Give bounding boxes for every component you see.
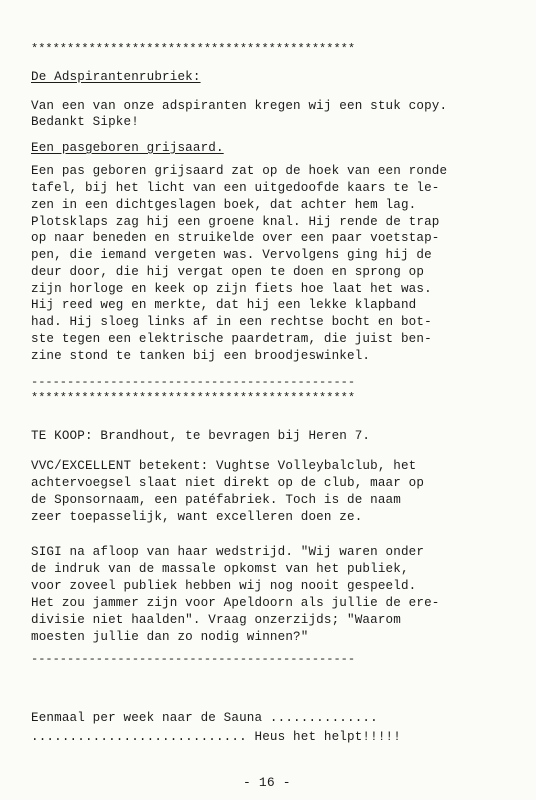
- story-title: Een pasgeboren grijsaard.: [31, 141, 224, 155]
- vvc-line-1: VVC/EXCELLENT betekent: Vughtse Volleybalclub, het: [31, 459, 417, 473]
- page-number: - 16 -: [243, 775, 291, 790]
- sigi-line-6: moesten jullie dan zo nodig winnen?": [31, 630, 309, 644]
- sauna-line-2: ............................ Heus het helpt!!!!!: [31, 730, 401, 744]
- story-line-2: tafel, bij het licht van een uitgedoofde kaars te le-: [31, 181, 440, 195]
- story-line-3: zen in een dichtgeslagen boek, dat achter hem lag.: [31, 198, 417, 212]
- story-line-5: op naar beneden en struikelde over een paar voetstap-: [31, 231, 440, 245]
- dash-rule-1: ---------------------------------------------: [31, 375, 356, 389]
- aspiranten-heading: De Adspirantenrubriek:: [31, 70, 201, 84]
- aspiranten-intro-line-1: Van een van onze adspiranten kregen wij een stuk copy.: [31, 99, 448, 113]
- sigi-line-2: de indruk van de massale opkomst van het publiek,: [31, 562, 409, 576]
- story-line-12: zine stond te tanken bij een broodjeswinkel.: [31, 349, 371, 363]
- story-line-4: Plotsklaps zag hij een groene knal. Hij rende de trap: [31, 215, 440, 229]
- te-koop-ad: TE KOOP: Brandhout, te bevragen bij Heren 7.: [31, 429, 371, 443]
- story-line-1: Een pas geboren grijsaard zat op de hoek van een ronde: [31, 164, 448, 178]
- vvc-line-2: achtervoegsel slaat niet direkt op de club, maar op: [31, 476, 425, 490]
- story-line-6: pen, die iemand vergeten was. Vervolgens ging hij de: [31, 248, 432, 262]
- story-line-7: deur door, die hij vergat open te doen en sprong op: [31, 265, 425, 279]
- story-line-11: ste tegen een elektrische paardetram, die juist ben-: [31, 332, 432, 346]
- star-rule-2: *********************************************: [31, 391, 356, 405]
- vvc-line-4: zeer toepasselijk, want excelleren doen ze.: [31, 510, 363, 524]
- sigi-line-3: voor zoveel publiek hebben wij nog nooit gespeeld.: [31, 579, 417, 593]
- sigi-line-1: SIGI na afloop van haar wedstrijd. "Wij waren onder: [31, 545, 425, 559]
- dash-rule-2: ---------------------------------------------: [31, 652, 356, 666]
- sauna-line-1: Eenmaal per week naar de Sauna ..............: [31, 711, 378, 725]
- story-line-10: had. Hij sloeg links af in een rechtse bocht en bot-: [31, 315, 432, 329]
- story-line-8: zijn horloge en keek op zijn fiets hoe laat het was.: [31, 282, 432, 296]
- vvc-line-3: de Sponsornaam, een patéfabriek. Toch is de naam: [31, 493, 401, 507]
- sigi-line-5: divisie niet haalden". Vraag onzerzijds; "Waarom: [31, 613, 401, 627]
- sigi-line-4: Het zou jammer zijn voor Apeldoorn als jullie de ere-: [31, 596, 440, 610]
- story-line-9: Hij reed weg en merkte, dat hij een lekke klapband: [31, 298, 417, 312]
- aspiranten-intro-line-2: Bedankt Sipke!: [31, 115, 139, 129]
- star-rule-top: *********************************************: [31, 42, 356, 56]
